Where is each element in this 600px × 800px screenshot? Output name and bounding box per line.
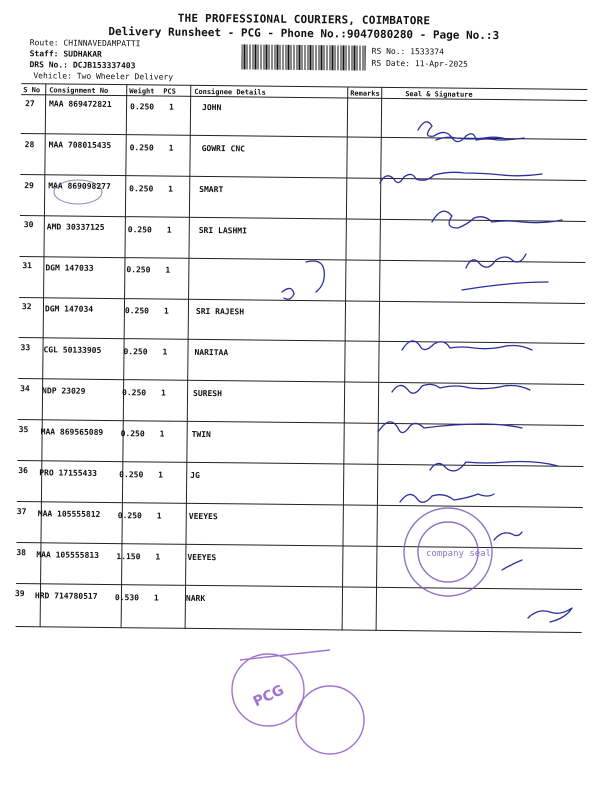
runsheet-subtitle: Delivery Runsheet - PCG - Phone No.:9047080280 - Page No.:3 — [108, 24, 500, 43]
signature-scribble — [430, 462, 558, 471]
drs-label: DRS No.: — [29, 60, 69, 70]
row-consignee: SRI LASHMI — [198, 225, 247, 236]
route-label: Route: — [29, 38, 59, 48]
row-sno: 37 — [16, 507, 27, 517]
col-header-remarks: Remarks — [350, 89, 380, 98]
vehicle-value: Two Wheeler Delivery — [76, 71, 174, 82]
row-consignee: NARITAA — [194, 347, 229, 358]
row-consignment: NDP 23029 — [42, 386, 86, 396]
rs-no-value: 1533374 — [410, 47, 444, 57]
signature-scribble — [494, 532, 522, 540]
signature-scribble — [432, 211, 562, 228]
drs-value: DCJB153337403 — [72, 60, 136, 71]
row-weight: 0.250 — [119, 470, 144, 480]
rs-no-label: RS No.: — [371, 46, 406, 57]
col-header-signature: Seal & Signature — [405, 90, 473, 99]
row-consignee: SMART — [199, 184, 224, 195]
row-consignee: VEEYES — [187, 552, 217, 563]
seal-text: company seal — [426, 549, 492, 559]
row-sno: 27 — [25, 99, 35, 109]
stamp-row-29 — [54, 180, 102, 204]
row-pcs: 1 — [161, 388, 166, 398]
col-header-consignment: Consignment No — [49, 86, 109, 95]
row-consignment: HRD 714780517 — [34, 591, 98, 601]
row-consignee: GOWRI CNC — [201, 143, 246, 154]
row-consignment: MAA 869098277 — [48, 181, 111, 192]
row-weight: 0.250 — [117, 511, 142, 521]
row-pcs: 1 — [165, 265, 171, 275]
row-pcs: 1 — [169, 102, 174, 112]
row-sno: 34 — [20, 384, 30, 394]
row-sno: 30 — [23, 220, 34, 230]
row-pcs: 1 — [158, 470, 164, 480]
signature-scribble — [306, 261, 324, 292]
row-consignee: JOHN — [202, 102, 222, 113]
row-pcs: 1 — [163, 306, 169, 316]
row-pcs: 1 — [168, 143, 174, 153]
col-header-consignee: Consignee Details — [194, 87, 266, 97]
row-weight: 0.250 — [129, 184, 154, 194]
row-weight: 0.250 — [123, 347, 148, 357]
col-header-weight: Weight — [129, 87, 155, 96]
pcg-stamp-text: PCG — [250, 682, 287, 711]
row-pcs: 1 — [159, 429, 165, 439]
row-consignee: JG — [190, 470, 200, 480]
row-sno: 28 — [24, 140, 35, 150]
rs-date-label: RS Date: — [371, 58, 411, 69]
row-weight: 0.250 — [130, 102, 155, 112]
vehicle-label: Vehicle: — [33, 71, 72, 81]
row-sno: 36 — [18, 466, 28, 476]
row-weight: 0.250 — [127, 225, 152, 235]
row-weight: 0.250 — [129, 143, 154, 153]
route-value: CHINNAVEDAMPATTI — [63, 38, 141, 49]
col-header-pcs: PCS — [163, 87, 176, 96]
row-sno: 39 — [14, 589, 25, 599]
signature-scribble — [528, 608, 572, 622]
company-seal — [404, 508, 492, 596]
company-title: THE PROFESSIONAL COURIERS, COIMBATORE — [177, 11, 431, 28]
signature-scribble — [402, 341, 532, 350]
row-weight: 0.250 — [120, 429, 145, 439]
row-weight: 0.250 — [126, 265, 151, 275]
row-consignee: SRI RAJESH — [195, 306, 245, 317]
pcg-stamp — [232, 650, 364, 754]
row-pcs: 1 — [162, 347, 168, 357]
row-sno: 31 — [22, 261, 33, 271]
signature-scribble — [466, 254, 526, 268]
row-consignment: MAA 869565089 — [40, 427, 104, 437]
signature-scribble — [502, 560, 522, 570]
row-consignment: PRO 17155433 — [39, 468, 98, 478]
row-pcs: 1 — [166, 225, 172, 235]
row-consignee: VEEYES — [188, 511, 218, 522]
row-consignee: SURESH — [193, 388, 223, 399]
staff-value: SUDHAKAR — [63, 49, 102, 59]
signature-scribble — [392, 384, 530, 393]
row-sno: 32 — [21, 302, 32, 312]
signature-scribble — [400, 494, 494, 502]
row-consignment: MAA 869472821 — [49, 99, 112, 110]
row-sno: 29 — [24, 181, 34, 191]
signature-scribble — [380, 172, 542, 183]
row-consignment: DGM 147034 — [44, 304, 94, 314]
signature-scribble — [378, 422, 522, 433]
row-pcs: 1 — [153, 593, 159, 603]
row-consignment: DGM 147033 — [45, 263, 94, 273]
row-sno: 33 — [20, 343, 31, 353]
staff-label: Staff: — [29, 49, 59, 59]
row-pcs: 1 — [168, 184, 174, 194]
row-consignee: NARK — [185, 593, 206, 604]
signature-scribble — [282, 288, 294, 299]
col-header-sno: S No — [23, 86, 41, 95]
signature-scribble — [462, 282, 548, 290]
row-consignment: MAA 105555812 — [37, 509, 101, 519]
row-consignee: TWIN — [191, 429, 211, 440]
row-weight: 1.150 — [116, 552, 141, 562]
row-weight: 0.250 — [122, 388, 147, 398]
row-sno: 38 — [16, 548, 27, 558]
row-weight: 0.250 — [124, 306, 150, 316]
row-consignment: AMD 30337125 — [46, 222, 105, 232]
row-pcs: 1 — [155, 552, 161, 562]
row-sno: 35 — [18, 425, 29, 435]
row-consignment: MAA 708015435 — [48, 140, 112, 151]
row-pcs: 1 — [156, 511, 162, 521]
rs-date-value: 11-Apr-2025 — [414, 59, 468, 69]
row-weight: 0.530 — [114, 593, 140, 603]
row-consignment: MAA 105555813 — [36, 550, 100, 560]
row-consignment: CGL 50133905 — [43, 345, 102, 355]
